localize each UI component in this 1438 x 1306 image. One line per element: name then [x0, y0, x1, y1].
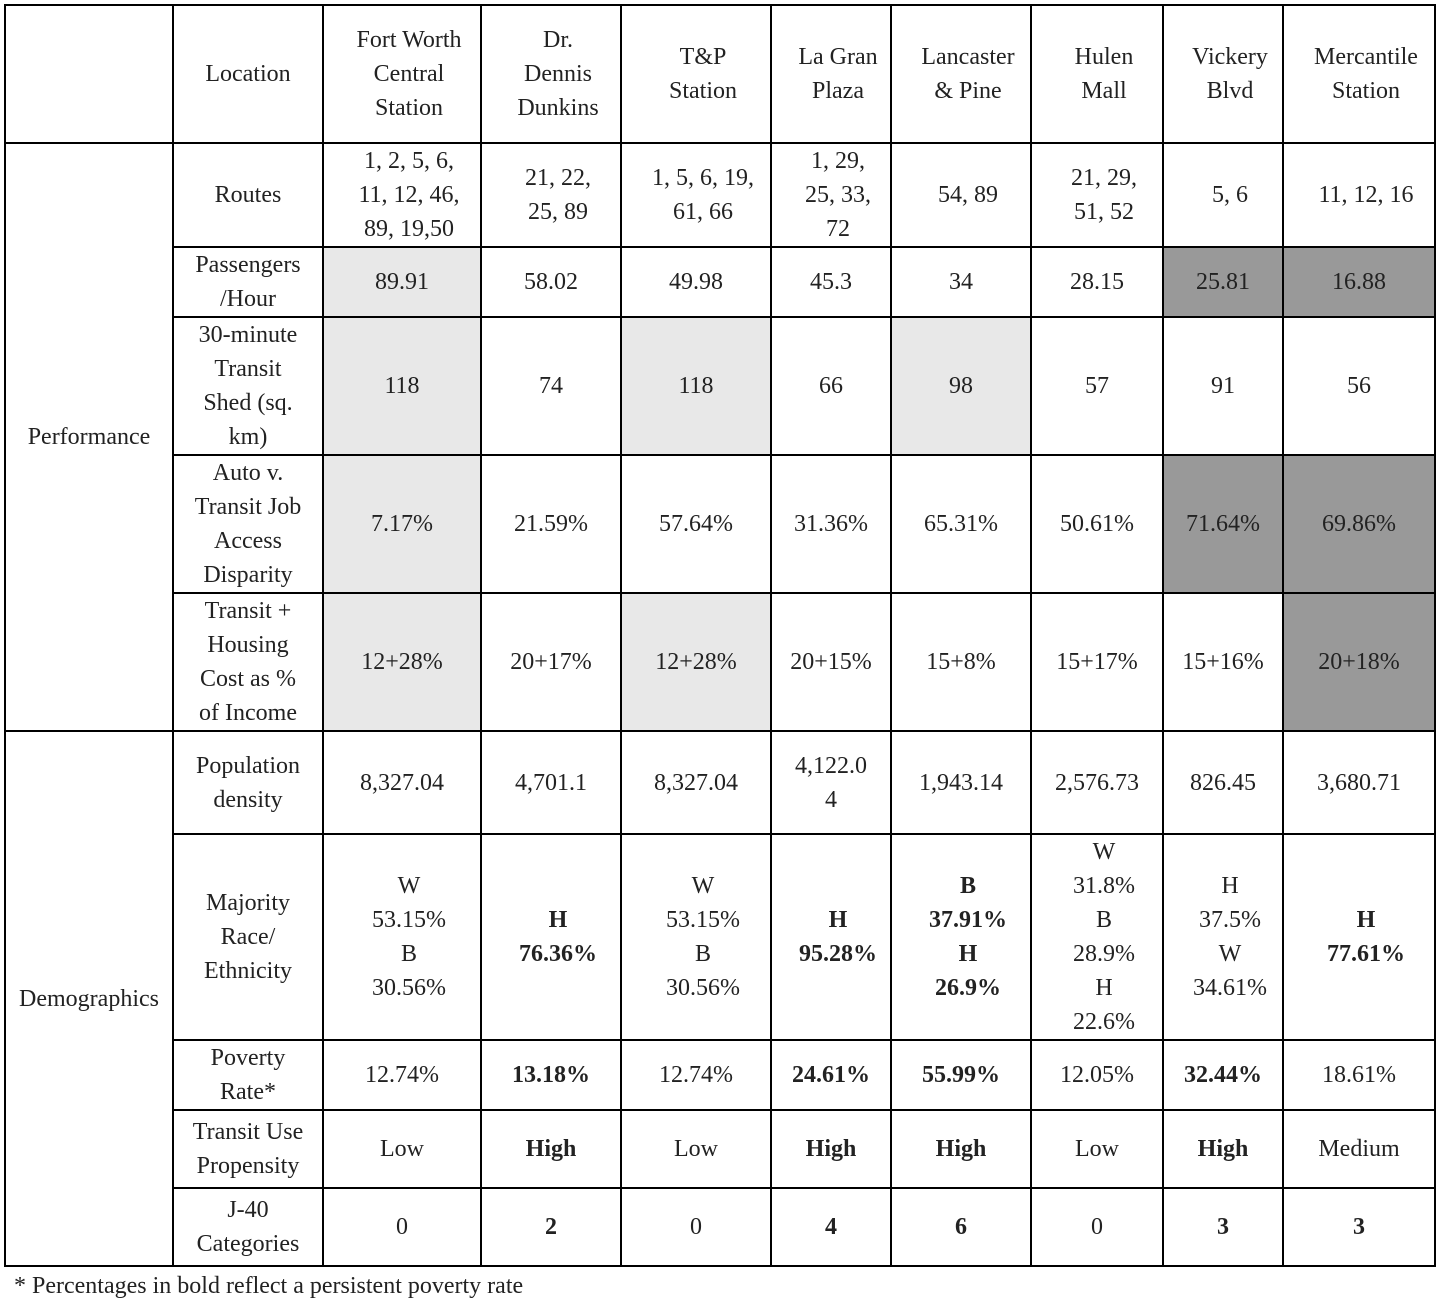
routes-cell: 21, 29, 51, 52 [1031, 143, 1163, 247]
location-name: T&P Station [621, 5, 771, 143]
transit-shed-cell: 118 [323, 317, 481, 455]
row-label: Passengers /Hour [173, 247, 323, 317]
poverty-cell: 13.18% [481, 1040, 621, 1110]
transit-shed-cell: 66 [771, 317, 891, 455]
j40-cell: 3 [1163, 1188, 1283, 1266]
j40-cell: 0 [323, 1188, 481, 1266]
transit-shed-cell: 118 [621, 317, 771, 455]
passengers-cell: 89.91 [323, 247, 481, 317]
j40-cell: 4 [771, 1188, 891, 1266]
location-name: Mercantile Station [1283, 5, 1435, 143]
row-label: J-40 Categories [173, 1188, 323, 1266]
cost-cell: 15+8% [891, 593, 1031, 731]
routes-cell: 1, 5, 6, 19, 61, 66 [621, 143, 771, 247]
passengers-cell: 28.15 [1031, 247, 1163, 317]
location-name: Lancaster & Pine [891, 5, 1031, 143]
location-name: La Gran Plaza [771, 5, 891, 143]
passengers-cell: 16.88 [1283, 247, 1435, 317]
job-access-cell: 71.64% [1163, 455, 1283, 593]
race-row [5, 834, 1435, 1040]
transit-shed-cell: 98 [891, 317, 1031, 455]
job-access-row [5, 455, 1435, 593]
density-cell: 4,122.0 4 [771, 731, 891, 834]
cost-cell: 12+28% [323, 593, 481, 731]
job-access-cell: 21.59% [481, 455, 621, 593]
row-label: 30-minute Transit Shed (sq. km) [173, 317, 323, 455]
transit-comparison-table [4, 4, 1436, 1267]
location-name: Dr. Dennis Dunkins [481, 5, 621, 143]
density-cell: 8,327.04 [323, 731, 481, 834]
footnote: * Percentages in bold reflect a persistent poverty rate [14, 1273, 524, 1299]
cost-cell: 15+17% [1031, 593, 1163, 731]
routes-row [5, 143, 1435, 247]
propensity-cell: Low [1031, 1110, 1163, 1188]
corner-cell [5, 5, 173, 143]
race-cell: W 53.15% B 30.56% [323, 834, 481, 1040]
passengers-cell: 49.98 [621, 247, 771, 317]
row-label: Population density [173, 731, 323, 834]
cost-cell: 20+15% [771, 593, 891, 731]
j40-row [5, 1188, 1435, 1266]
header-row [5, 5, 1435, 143]
density-cell: 1,943.14 [891, 731, 1031, 834]
density-cell: 2,576.73 [1031, 731, 1163, 834]
cost-cell: 12+28% [621, 593, 771, 731]
passengers-cell: 34 [891, 247, 1031, 317]
cost-cell: 20+18% [1283, 593, 1435, 731]
poverty-cell: 12.74% [323, 1040, 481, 1110]
routes-cell: 21, 22, 25, 89 [481, 143, 621, 247]
density-cell: 826.45 [1163, 731, 1283, 834]
routes-cell: 11, 12, 16 [1283, 143, 1435, 247]
transit-shed-row [5, 317, 1435, 455]
location-name: Fort Worth Central Station [323, 5, 481, 143]
passengers-cell: 25.81 [1163, 247, 1283, 317]
propensity-cell: Low [621, 1110, 771, 1188]
demographics-group-label: Demographics [5, 731, 173, 1266]
transit-shed-cell: 91 [1163, 317, 1283, 455]
row-label: Transit Use Propensity [173, 1110, 323, 1188]
passengers-cell: 45.3 [771, 247, 891, 317]
routes-cell: 1, 29, 25, 33, 72 [771, 143, 891, 247]
density-cell: 8,327.04 [621, 731, 771, 834]
location-name: Hulen Mall [1031, 5, 1163, 143]
j40-cell: 0 [621, 1188, 771, 1266]
performance-group-label: Performance [5, 143, 173, 731]
transit-shed-cell: 56 [1283, 317, 1435, 455]
race-cell: B 37.91% H 26.9% [891, 834, 1031, 1040]
row-label: Majority Race/ Ethnicity [173, 834, 323, 1040]
cost-row [5, 593, 1435, 731]
propensity-row [5, 1110, 1435, 1188]
poverty-cell: 12.05% [1031, 1040, 1163, 1110]
row-label: Auto v. Transit Job Access Disparity [173, 455, 323, 593]
propensity-cell: High [771, 1110, 891, 1188]
j40-cell: 2 [481, 1188, 621, 1266]
job-access-cell: 31.36% [771, 455, 891, 593]
propensity-cell: Medium [1283, 1110, 1435, 1188]
density-cell: 4,701.1 [481, 731, 621, 834]
routes-cell: 54, 89 [891, 143, 1031, 247]
job-access-cell: 57.64% [621, 455, 771, 593]
routes-cell: 1, 2, 5, 6, 11, 12, 46, 89, 19,50 [323, 143, 481, 247]
passengers-cell: 58.02 [481, 247, 621, 317]
transit-shed-cell: 57 [1031, 317, 1163, 455]
poverty-cell: 32.44% [1163, 1040, 1283, 1110]
race-cell: H 37.5% W 34.61% [1163, 834, 1283, 1040]
race-cell: H 95.28% [771, 834, 891, 1040]
location-name: Vickery Blvd [1163, 5, 1283, 143]
job-access-cell: 7.17% [323, 455, 481, 593]
cost-cell: 15+16% [1163, 593, 1283, 731]
density-row [5, 731, 1435, 834]
job-access-cell: 69.86% [1283, 455, 1435, 593]
job-access-cell: 50.61% [1031, 455, 1163, 593]
propensity-cell: High [481, 1110, 621, 1188]
density-cell: 3,680.71 [1283, 731, 1435, 834]
routes-cell: 5, 6 [1163, 143, 1283, 247]
row-label: Poverty Rate* [173, 1040, 323, 1110]
location-header: Location [173, 5, 323, 143]
propensity-cell: High [1163, 1110, 1283, 1188]
j40-cell: 0 [1031, 1188, 1163, 1266]
row-label: Routes [173, 143, 323, 247]
poverty-cell: 12.74% [621, 1040, 771, 1110]
race-cell: H 77.61% [1283, 834, 1435, 1040]
propensity-cell: High [891, 1110, 1031, 1188]
propensity-cell: Low [323, 1110, 481, 1188]
passengers-row [5, 247, 1435, 317]
race-cell: W 53.15% B 30.56% [621, 834, 771, 1040]
j40-cell: 3 [1283, 1188, 1435, 1266]
j40-cell: 6 [891, 1188, 1031, 1266]
cost-cell: 20+17% [481, 593, 621, 731]
race-cell: W 31.8% B 28.9% H 22.6% [1031, 834, 1163, 1040]
poverty-cell: 24.61% [771, 1040, 891, 1110]
poverty-row [5, 1040, 1435, 1110]
poverty-cell: 18.61% [1283, 1040, 1435, 1110]
transit-shed-cell: 74 [481, 317, 621, 455]
row-label: Transit + Housing Cost as % of Income [173, 593, 323, 731]
poverty-cell: 55.99% [891, 1040, 1031, 1110]
job-access-cell: 65.31% [891, 455, 1031, 593]
race-cell: H 76.36% [481, 834, 621, 1040]
